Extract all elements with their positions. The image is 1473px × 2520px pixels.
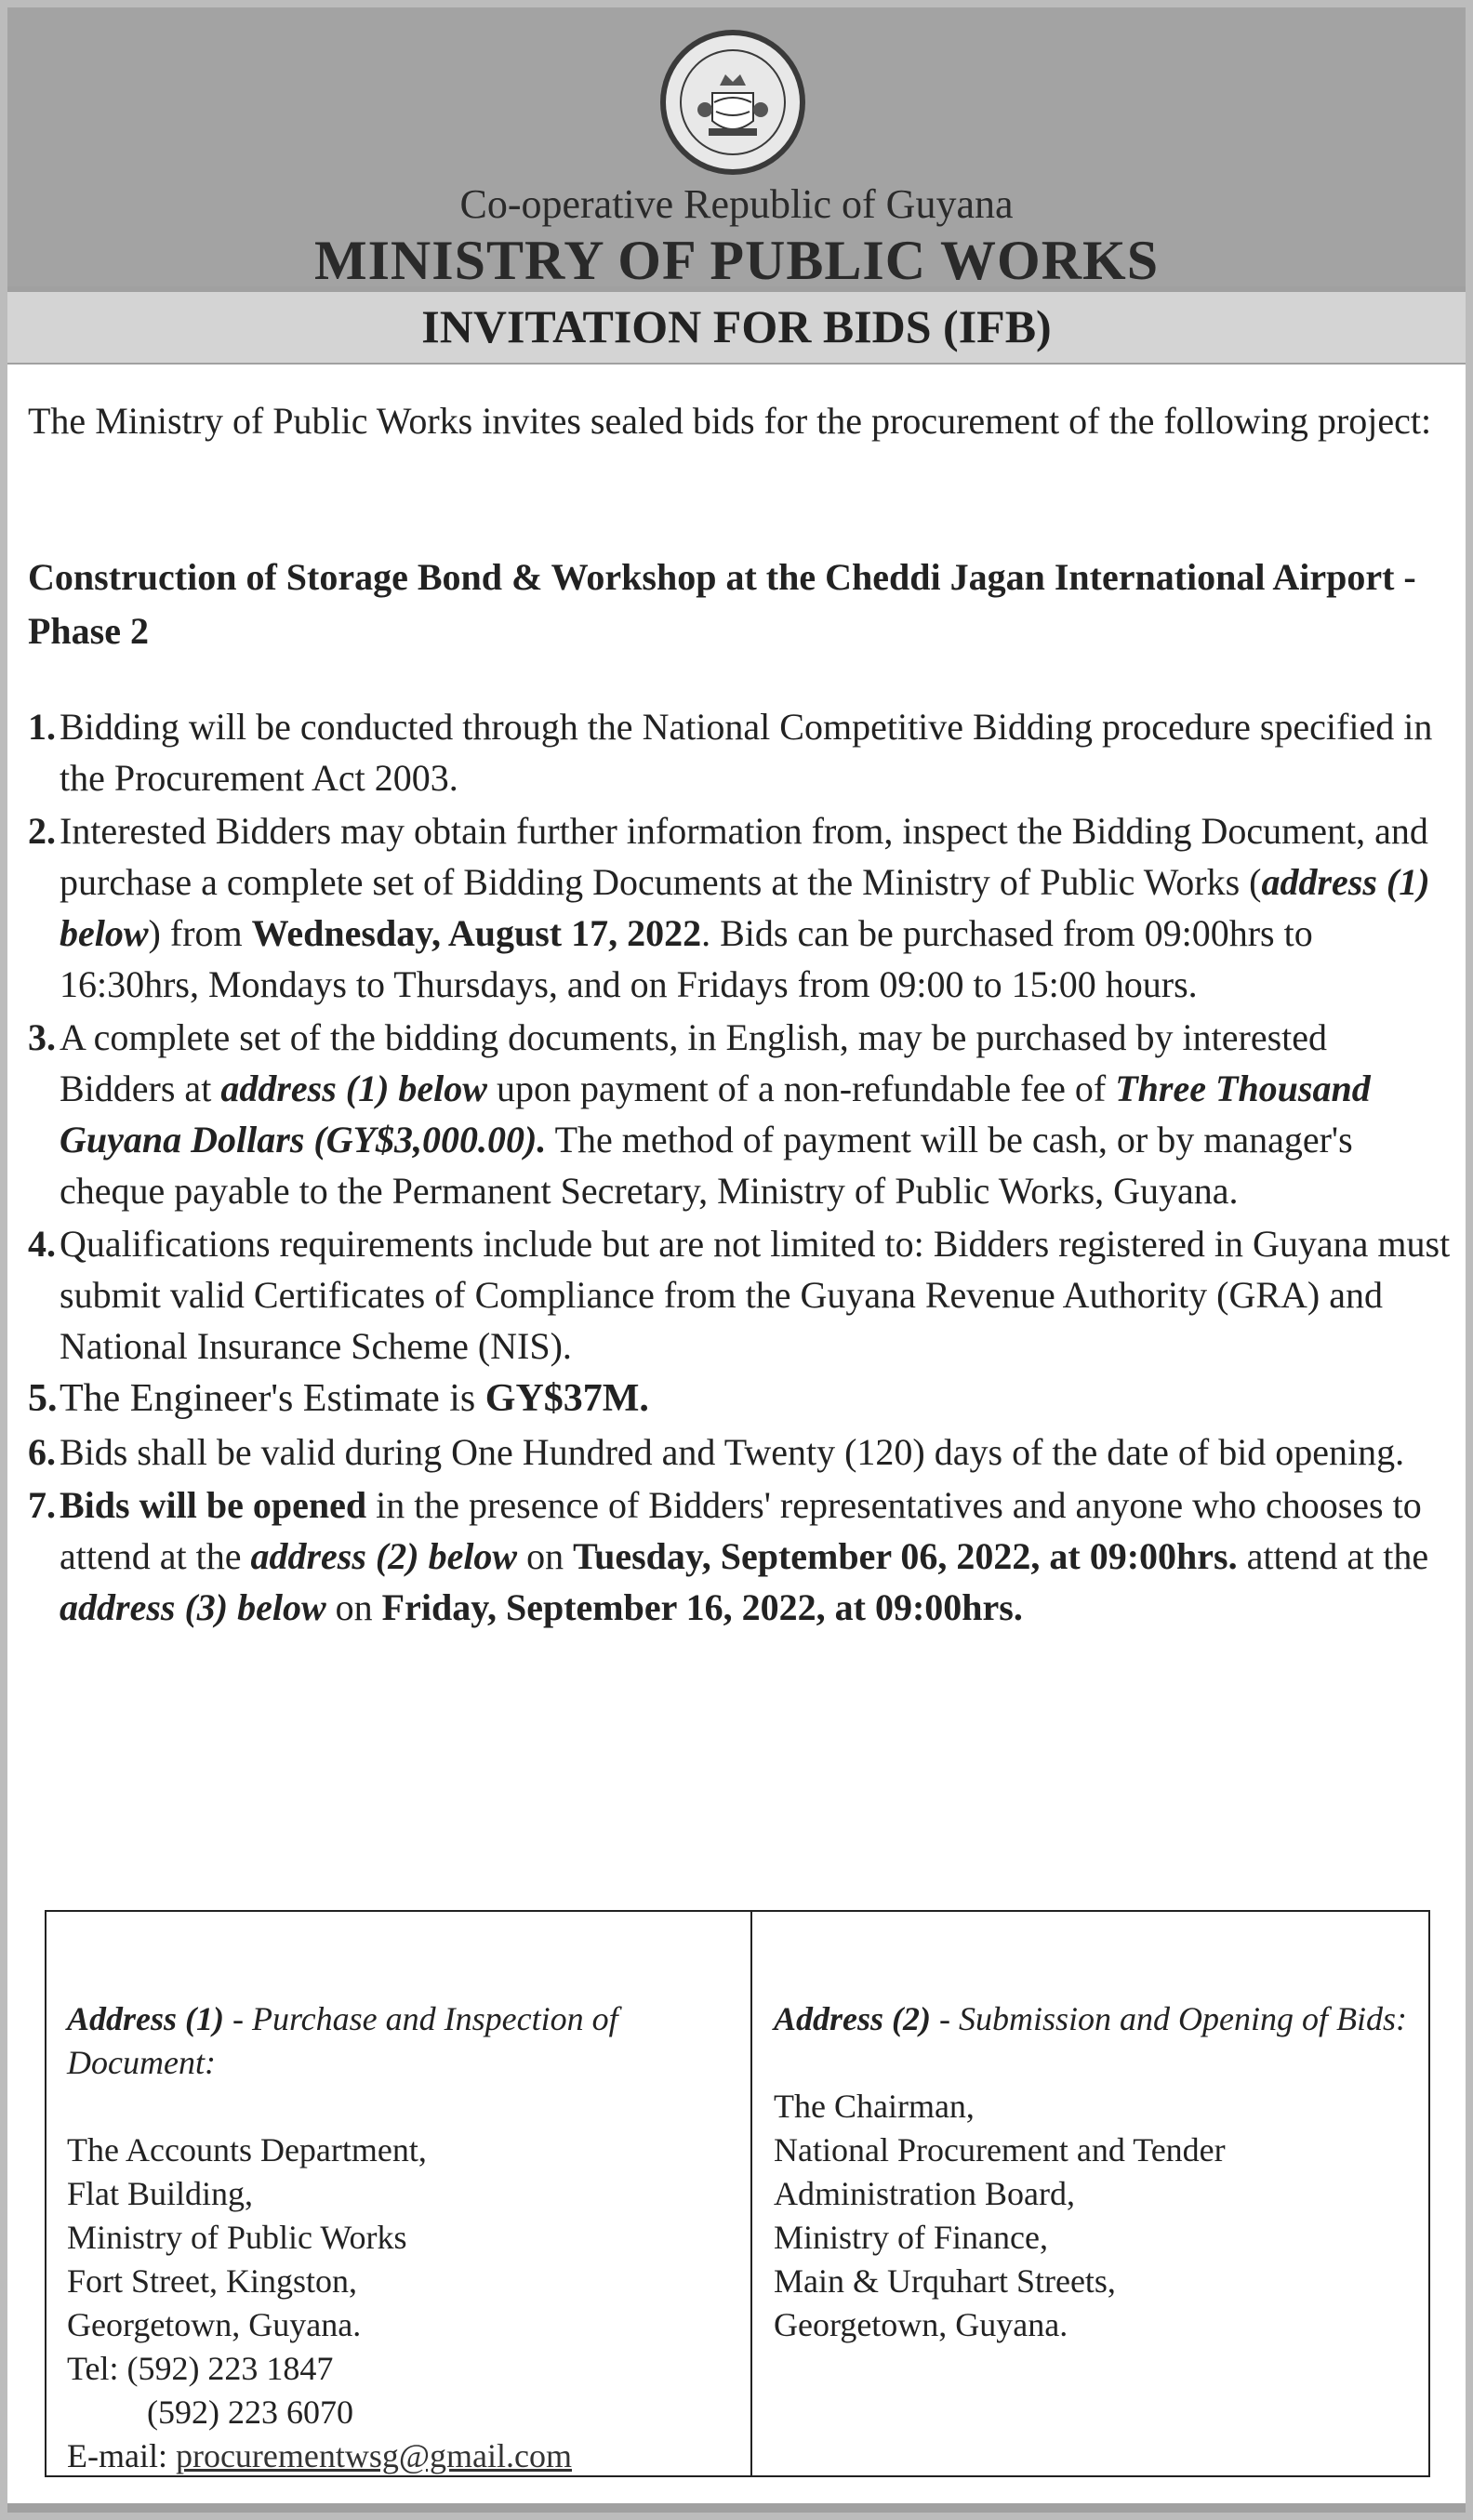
list-item (28, 1479, 1451, 1633)
item-text: in the presence of Bidders' representatives and anyone who chooses to attend at the (60, 1484, 1422, 1577)
column-divider (750, 1912, 752, 2475)
item-text: . Bids can be purchased from 09:00hrs to 16:30hrs, Mondays to Thursdays, and on Fridays from 09:00 to 15:00 hours. (60, 912, 1313, 1005)
ad-frame (7, 7, 1466, 2513)
address-line: Administration Board, (774, 2175, 1075, 2212)
email-link[interactable]: procurementwsg@gmail.com (175, 2437, 573, 2474)
item-number: 3. (28, 1016, 56, 1058)
list-item (28, 1373, 1451, 1425)
item-text: The Engineer's Estimate is (60, 1377, 485, 1420)
address-label: Address (2) (774, 2000, 931, 2037)
opening-date: Friday, September 16, 2022, at 09:00hrs. (381, 1586, 1023, 1628)
address-purpose: - Submission and Opening of Bids: (931, 2000, 1407, 2037)
address-line: National Procurement and Tender (774, 2131, 1226, 2169)
header (7, 7, 1466, 291)
address-table (45, 1910, 1430, 2477)
content (7, 365, 1466, 2503)
address-purpose: - Purchase and Inspection of Document: (67, 2000, 618, 2081)
address-line: Main & Urquhart Streets, (774, 2262, 1116, 2300)
address-line: Ministry of Public Works (67, 2219, 407, 2256)
country-name: Co-operative Republic of Guyana (459, 181, 1014, 227)
address-line: Fort Street, Kingston, (67, 2262, 357, 2300)
telephone: Tel: (592) 223 1847 (67, 2350, 334, 2387)
page-title: INVITATION FOR BIDS (IFB) (421, 300, 1052, 352)
address-label: Address (1) (67, 2000, 224, 2037)
purchase-date: Wednesday, August 17, 2022 (251, 912, 702, 954)
item-number: 2. (28, 810, 56, 852)
list-item (28, 805, 1451, 1010)
item-number: 4. (28, 1223, 56, 1265)
item-text: Interested Bidders may obtain further information from, inspect the Bidding Document, and purchase a complete set of Bidding Documents at the Ministry of Public Works ( (60, 810, 1428, 903)
item-text: upon payment of a non-refundable fee of (486, 1068, 1116, 1109)
terms-list (28, 701, 1451, 1635)
item-number: 5. (28, 1377, 58, 1420)
address-1 (67, 1997, 736, 2478)
intro-text: The Ministry of Public Works invites sealed bids for the procurement of the following project: (28, 400, 1432, 442)
ministry-name: MINISTRY OF PUBLIC WORKS (313, 230, 1160, 291)
address-heading (67, 1997, 736, 2085)
item-text: on (325, 1586, 382, 1628)
item-text: on (517, 1535, 574, 1577)
address-ref: address (1) below (60, 861, 1430, 954)
opening-date: Tuesday, September 06, 2022, at 09:00hrs. (573, 1535, 1238, 1577)
address-2 (774, 1997, 1415, 2347)
item-text: A complete set of the bidding documents, in English, may be purchased by interested Bidders at (60, 1016, 1328, 1109)
ministry-seal-icon (658, 28, 807, 177)
item-number: 6. (28, 1431, 56, 1473)
address-line: Georgetown, Guyana. (774, 2306, 1068, 2343)
list-item (28, 1218, 1451, 1372)
list-item (28, 701, 1451, 803)
list-item (28, 1012, 1451, 1216)
item-number: 1. (28, 706, 56, 748)
estimate-amount: GY$37M. (484, 1377, 649, 1420)
item-text: attend at the (1237, 1535, 1429, 1577)
address-ref: address (2) below (250, 1535, 518, 1577)
project-title: Construction of Storage Bond & Workshop at the Cheddi Jagan International Airport - Phase 2 (28, 556, 1416, 652)
address-line: Ministry of Finance, (774, 2219, 1048, 2256)
item-text: The method of payment will be cash, or by manager's cheque payable to the Permanent Secretary, Ministry of Public Works, Guyana. (60, 1119, 1353, 1212)
list-item (28, 1426, 1451, 1478)
address-heading (774, 1997, 1415, 2041)
address-line: Georgetown, Guyana. (67, 2306, 362, 2343)
fee-amount: Three Thousand Guyana Dollars (GY$3,000.00). (60, 1068, 1371, 1161)
item-text: Bidding will be conducted through the National Competitive Bidding procedure specified in the Procurement Act 2003. (60, 706, 1433, 799)
address-ref: address (3) below (60, 1586, 326, 1628)
address-line: The Accounts Department, (67, 2131, 427, 2169)
address-line: Flat Building, (67, 2175, 254, 2212)
item-text: Bids will be opened (60, 1484, 367, 1526)
telephone-2: (592) 223 6070 (147, 2394, 353, 2431)
address-line: The Chairman, (774, 2088, 975, 2125)
item-text: Bids shall be valid during One Hundred and Twenty (120) days of the date of bid opening. (60, 1431, 1405, 1473)
item-number: 7. (28, 1484, 56, 1526)
address-ref: address (1) below (220, 1068, 487, 1109)
item-text: ) from (148, 912, 252, 954)
email-line (67, 2434, 736, 2478)
title-bar (7, 292, 1466, 363)
item-text: Qualifications requirements include but are not limited to: Bidders registered in Guyana must submit valid Certificates of Compliance from the Guyana Revenue Authority (GRA) and National Insurance Scheme (NIS). (60, 1223, 1451, 1367)
email-label: E-mail: (67, 2437, 176, 2474)
